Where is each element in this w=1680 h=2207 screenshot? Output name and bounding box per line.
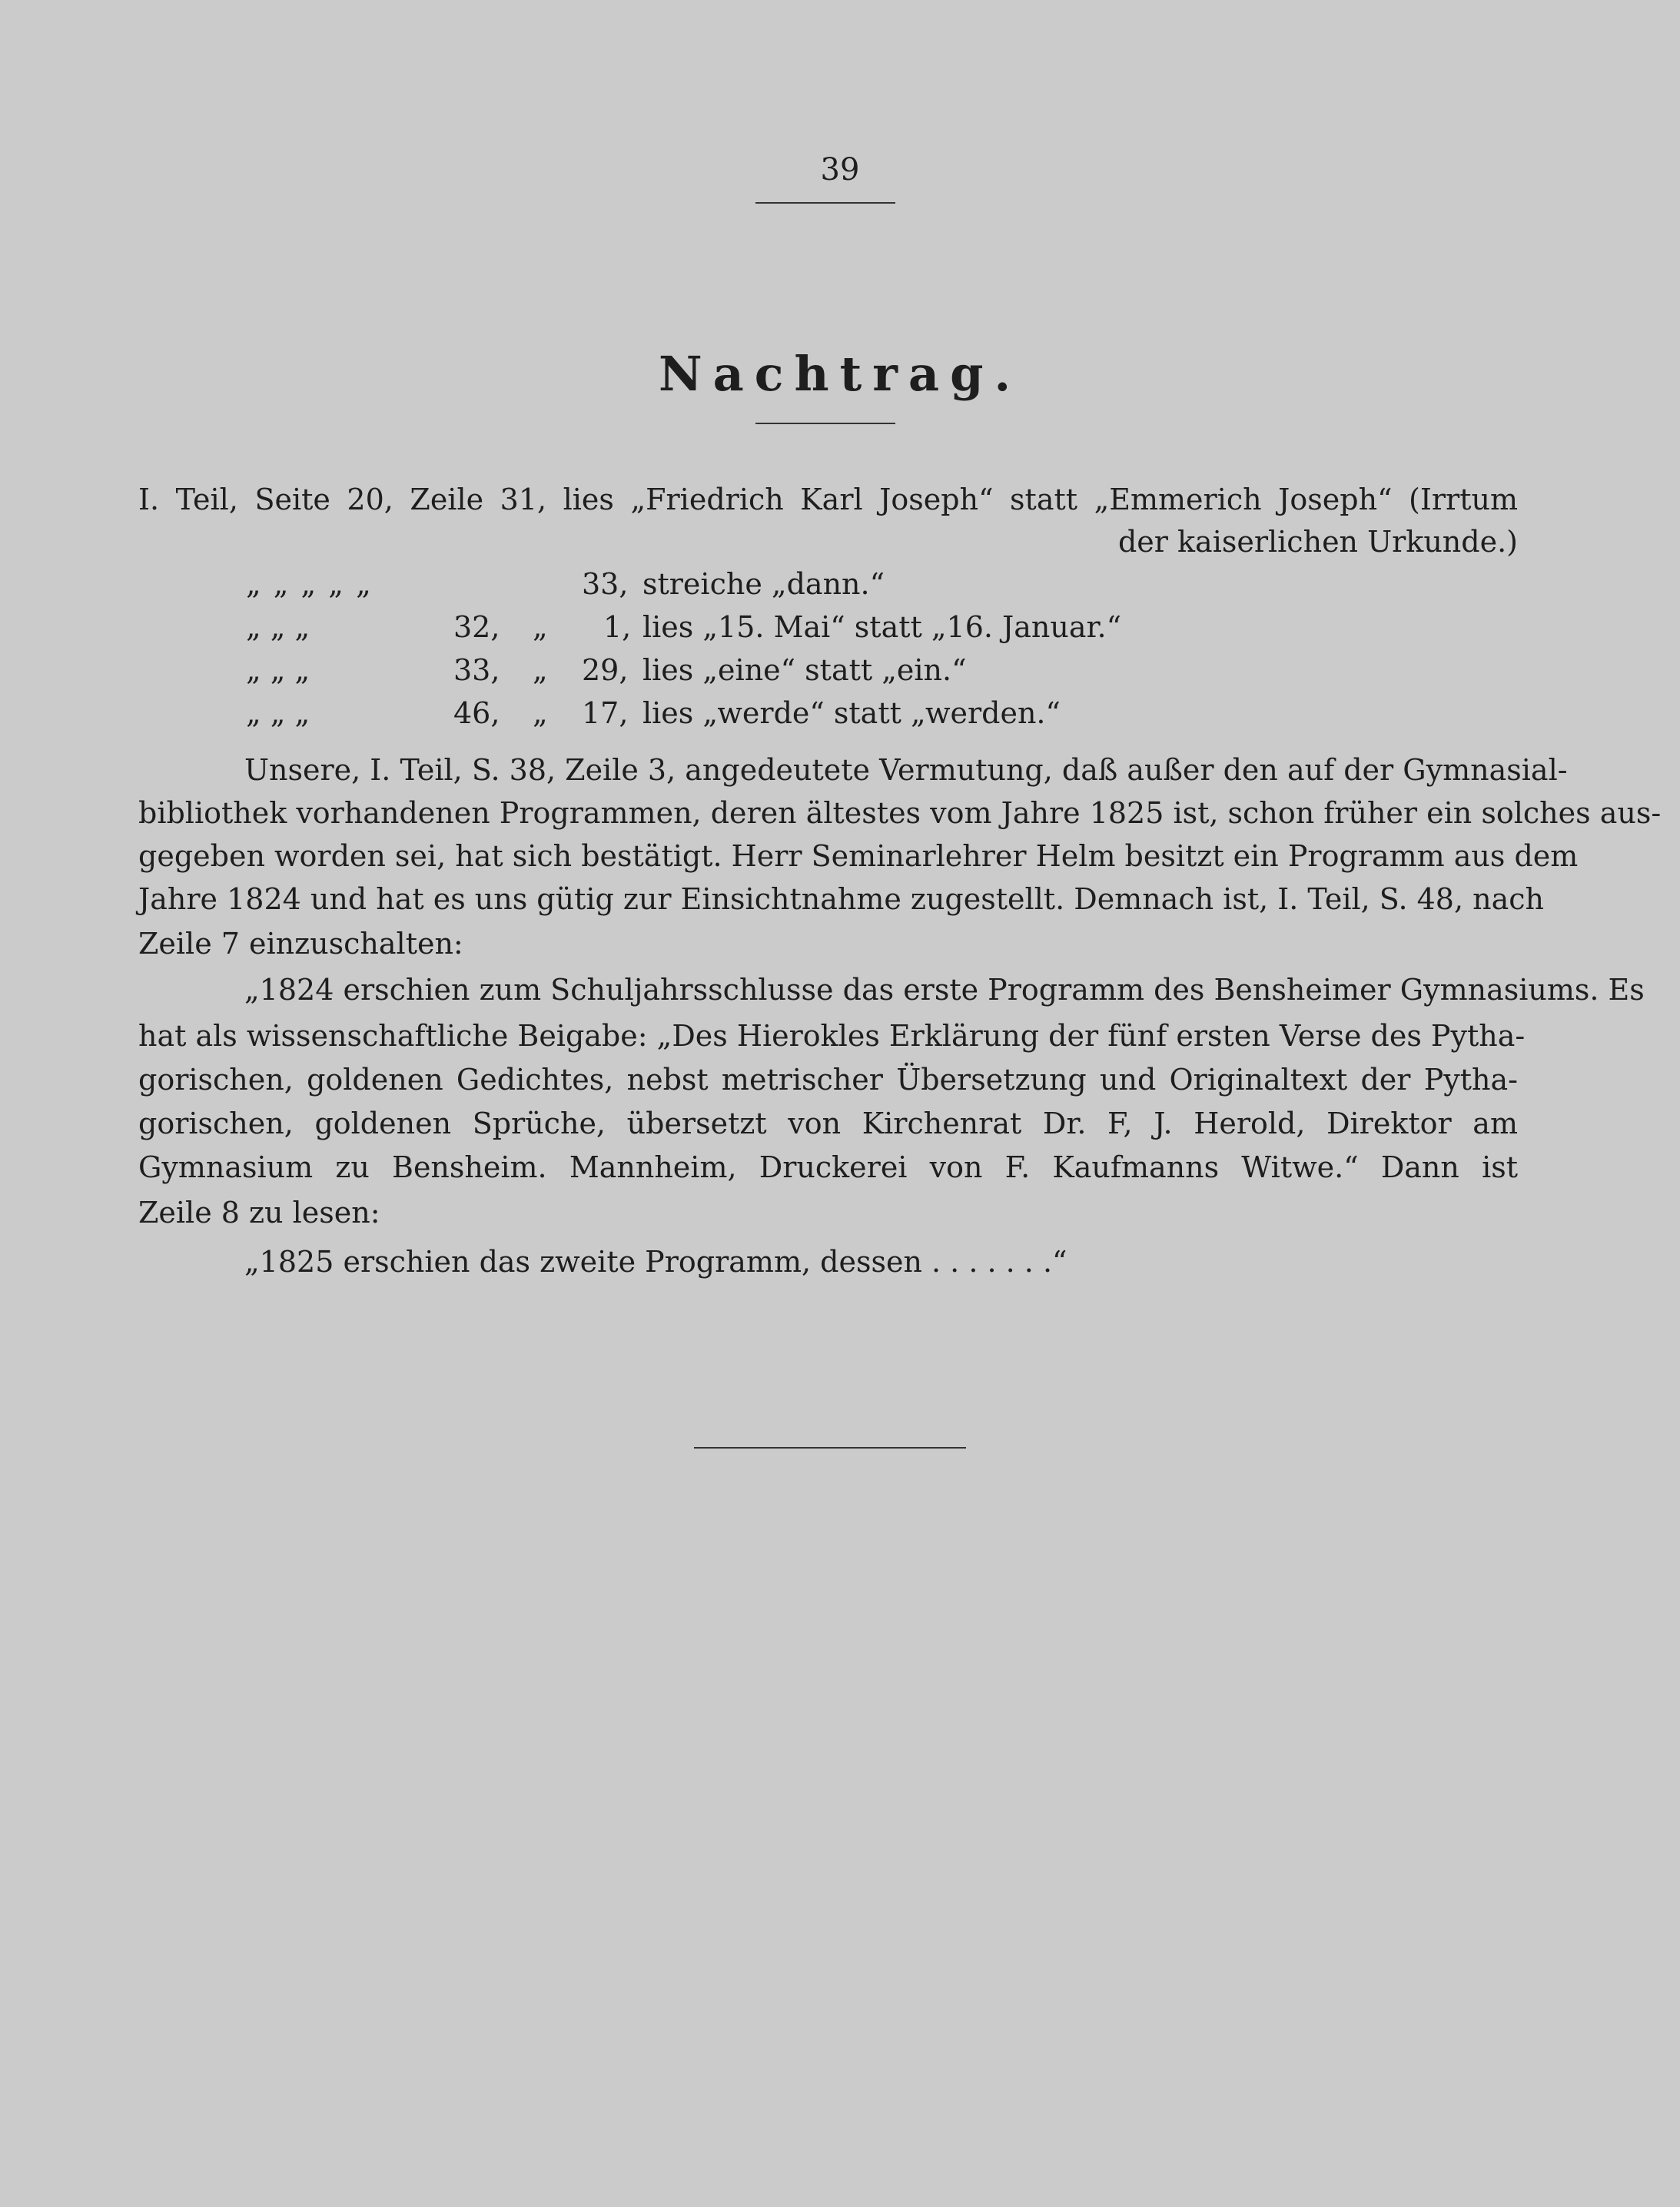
paragraph-line: hat als wissenschaftliche Beigabe: „Des Hierokles Erklärung der fünf ersten Verse des Pytha- [138, 1019, 1526, 1053]
paragraph-line: Unsere, I. Teil, S. 38, Zeile 3, angedeutete Vermutung, daß außer den auf der Gymnasial- [244, 753, 1568, 787]
paragraph-line: Zeile 8 zu lesen: [138, 1196, 380, 1230]
errata-row-line: 17, [582, 696, 629, 730]
errata-row-page: 46, [453, 696, 500, 730]
paragraph-line: Zeile 7 einzuschalten: [138, 927, 463, 961]
paragraph-line: gegeben worden sei, hat sich bestätigt. Herr Seminarlehrer Helm besitzt ein Programm aus dem [138, 839, 1579, 873]
errata-row-page: 32, [453, 610, 500, 644]
errata-first-line: I. Teil, Seite 20, Zeile 31, lies „Friedrich Karl Joseph“ statt „Emmerich Joseph“ (Irrtum [138, 483, 1518, 516]
errata-row-text: lies „werde“ statt „werden.“ [642, 696, 1061, 730]
errata-row-text: lies „15. Mai“ statt „16. Januar.“ [642, 610, 1122, 644]
errata-row-ditto2: „ [533, 653, 548, 687]
paragraph-line: gorischen, goldenen Sprüche, übersetzt von Kirchenrat Dr. F, J. Herold, Direktor am [138, 1107, 1518, 1140]
errata-row-ditto: „ „ „ [246, 610, 310, 644]
title-rule [755, 423, 895, 424]
errata-row-line: 1, [603, 610, 632, 644]
errata-row-ditto: „ „ „ [246, 696, 310, 730]
paragraph-line: gorischen, goldenen Gedichtes, nebst metrischer Übersetzung und Originaltext der Pytha- [138, 1063, 1518, 1097]
errata-row-text: lies „eine“ statt „ein.“ [642, 653, 967, 687]
errata-row-text: streiche „dann.“ [642, 567, 885, 601]
errata-row-ditto: „ „ „ „ „ [246, 567, 373, 601]
paragraph-line: Jahre 1824 und hat es uns gütig zur Einsichtnahme zugestellt. Demnach ist, I. Teil, S. 48, nach [138, 882, 1545, 916]
errata-row-page: 33, [453, 653, 500, 687]
page-number-rule [755, 202, 895, 204]
errata-row-ditto2: „ [533, 610, 548, 644]
page-title: Nachtrag. [658, 346, 1022, 402]
paragraph-line: Gymnasium zu Bensheim. Mannheim, Druckerei von F. Kaufmanns Witwe.“ Dann ist [138, 1150, 1518, 1184]
paragraph-line: „1824 erschien zum Schuljahrsschlusse das erste Programm des Bensheimer Gymnasiums. Es [244, 973, 1645, 1007]
paragraph-line: bibliothek vorhandenen Programmen, deren ältestes vom Jahre 1825 ist, schon früher ein solches aus- [138, 796, 1662, 830]
closing-rule [694, 1447, 966, 1449]
errata-first-line-continuation: der kaiserlichen Urkunde.) [1117, 525, 1518, 559]
errata-row-line: 33, [582, 567, 629, 601]
paragraph-line: „1825 erschien das zweite Programm, dessen . . . . . . .“ [244, 1245, 1067, 1279]
page-number: 39 [820, 152, 860, 188]
errata-row-ditto2: „ [533, 696, 548, 730]
errata-row-line: 29, [582, 653, 629, 687]
errata-row-ditto: „ „ „ [246, 653, 310, 687]
